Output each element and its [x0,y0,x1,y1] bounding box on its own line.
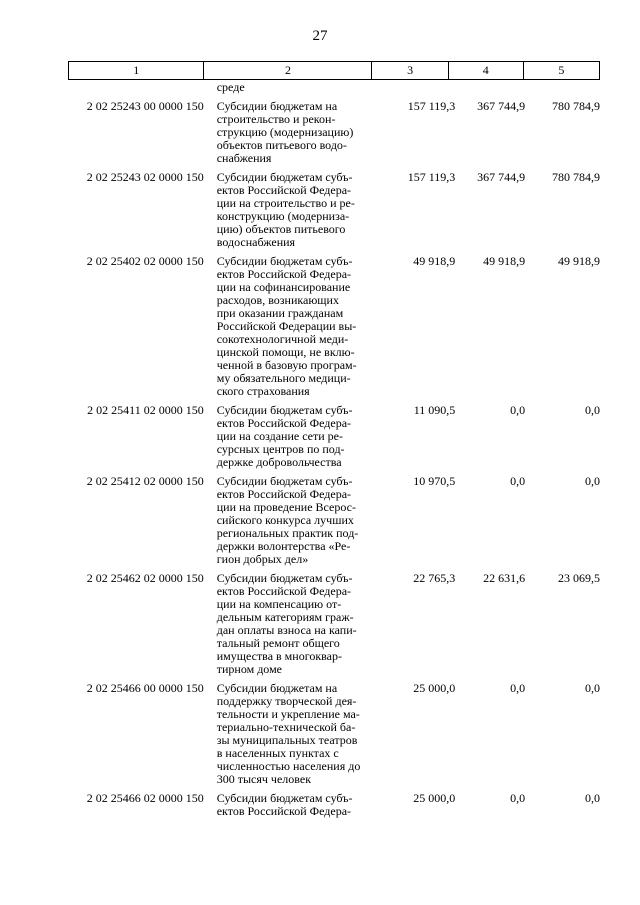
subsidy-name-line: ции на софинансирование [216,280,351,294]
table-row [68,171,600,249]
subsidy-name [217,572,374,676]
subsidy-name [217,682,374,786]
subsidy-name-line: ектов Российской Федера- [216,183,352,197]
subsidy-name-line: ции на строительство и ре- [216,196,355,210]
subsidy-name-line: тельности и укрепление ма- [216,707,360,721]
subsidy-name-line: цию) объектов питьевого [216,222,346,236]
subsidy-name-line: 300 тысяч человек [216,772,312,786]
table-row [68,404,600,469]
subsidy-name [217,100,374,165]
value-col-5: 0,0 [585,681,600,695]
value-col-4: 0,0 [510,403,526,417]
subsidy-name-line: струкцию (модернизацию) [216,125,354,139]
table-body [68,81,600,818]
value-col-4: 0,0 [510,791,526,805]
value-col-3: 10 970,5 [413,474,456,488]
value-col-4: 367 744,9 [477,99,526,113]
value-col-5: 0,0 [585,474,600,488]
subsidy-name-line: дельным категориям граж- [216,610,354,624]
value-col-3: 25 000,0 [413,791,456,805]
subsidy-name [217,792,374,818]
budget-code: 2 02 25243 00 0000 150 [86,99,204,113]
value-col-5: 49 918,9 [558,254,600,268]
subsidy-name-line: в населенных пунктах с [216,746,339,760]
subsidy-name-line: ции на создание сети ре- [216,429,343,443]
subsidy-name-line: Субсидии бюджетам на [216,99,338,113]
budget-code: 2 02 25402 02 0000 150 [86,254,204,268]
budget-code: 2 02 25462 02 0000 150 [86,571,204,585]
subsidy-name-line: снабжения [216,151,272,165]
subsidy-name-line: расходов, возникающих [216,293,339,307]
subsidy-name-line: при оказании гражданам [216,306,344,320]
budget-code: 2 02 25411 02 0000 150 [87,403,204,417]
value-col-4: 49 918,9 [483,254,526,268]
value-col-3: 157 119,3 [407,99,456,113]
subsidy-name [217,81,374,94]
table-row [68,682,600,786]
subsidy-name-line: дан оплаты взноса на капи- [216,623,357,637]
subsidy-name-line: Российской Федерации вы- [216,319,357,333]
budget-code: 2 02 25412 02 0000 150 [86,474,204,488]
value-col-5 [525,81,600,94]
subsidy-name [217,475,374,566]
subsidy-name-line: тирном доме [216,662,282,676]
budget-code: 2 02 25243 02 0000 150 [86,170,204,184]
value-col-3: 157 119,3 [407,170,456,184]
subsidy-name-line: цинской помощи, не вклю- [216,345,355,359]
table-row [68,100,600,165]
value-col-5: 23 069,5 [558,571,600,585]
subsidy-name-line: тальный ремонт общего [216,636,340,650]
value-col-3: 22 765,3 [413,571,456,585]
subsidy-name-line: сурсных центров по под- [216,442,345,456]
header-col-3: 3 [372,62,448,80]
subsidy-name-line: ектов Российской Федера- [216,267,352,281]
table-row [68,572,600,676]
subsidy-name-line: водоснабжения [216,235,296,249]
page-number: 27 [312,28,328,44]
budget-code [68,81,204,94]
subsidy-name-line: сийского конкурса лучших [216,513,354,527]
value-col-3: 25 000,0 [413,681,456,695]
subsidy-name-line: му обязательного медици- [216,371,351,385]
subsidy-name-line: ции на проведение Всерос- [216,500,356,514]
value-col-3 [373,81,455,94]
subsidy-name-line: сокотехнологичной меди- [216,332,349,346]
subsidy-name-line: строительство и рекон- [216,112,336,126]
value-col-5: 0,0 [585,403,600,417]
header-col-5: 5 [523,62,599,80]
value-col-4: 0,0 [510,681,526,695]
value-col-5: 780 784,9 [552,170,600,184]
subsidy-name-line: ектов Российской Федера- [216,804,352,818]
value-col-5: 780 784,9 [552,99,600,113]
table-row [68,475,600,566]
subsidy-name-line: поддержку творческой дея- [216,694,357,708]
table-row [68,255,600,398]
value-col-4: 367 744,9 [477,170,526,184]
subsidy-name-line: конструкцию (модерниза- [216,209,350,223]
subsidy-name-line: гион добрых дел» [216,552,309,566]
subsidy-name-line: Субсидии бюджетам субъ- [216,791,353,805]
table-header [68,61,600,80]
subsidy-name-line: держке добровольчества [216,455,342,469]
subsidy-name-line: Субсидии бюджетам субъ- [216,170,353,184]
subsidy-name-line: ектов Российской Федера- [216,584,352,598]
header-col-4: 4 [448,62,523,80]
subsidy-name-line: Субсидии бюджетам на [216,681,338,695]
budget-code: 2 02 25466 02 0000 150 [86,791,204,805]
value-col-3: 11 090,5 [413,403,456,417]
subsidy-name-line: зы муниципальных театров [216,733,358,747]
subsidy-name-line: ского страхования [216,384,310,398]
subsidy-name-line: ектов Российской Федера- [216,416,352,430]
subsidy-name-line: численностью населения до [216,759,361,773]
subsidy-name-line: среде [216,80,245,94]
subsidy-name-line: ектов Российской Федера- [216,487,352,501]
value-col-4 [455,81,525,94]
subsidy-name [217,171,374,249]
subsidy-name-line: Субсидии бюджетам субъ- [216,403,353,417]
subsidy-name-line: держки волонтерства «Ре- [216,539,351,553]
value-col-3: 49 918,9 [413,254,456,268]
budget-code: 2 02 25466 00 0000 150 [86,681,204,695]
subsidy-name-line: териально-технической ба- [216,720,356,734]
subsidy-name [217,255,374,398]
header-col-2: 2 [204,62,372,80]
subsidy-name-line: объектов питьевого водо- [216,138,347,152]
header-col-1: 1 [69,62,204,80]
subsidy-name-line: ченной в базовую програм- [216,358,357,372]
subsidy-name-line: Субсидии бюджетам субъ- [216,571,353,585]
value-col-5: 0,0 [585,791,600,805]
subsidy-name-line: Субсидии бюджетам субъ- [216,254,353,268]
table-row [68,792,600,818]
subsidy-name-line: имущества в многоквар- [216,649,342,663]
value-col-4: 0,0 [510,474,526,488]
subsidy-name-line: Субсидии бюджетам субъ- [216,474,353,488]
subsidy-name [217,404,374,469]
value-col-4: 22 631,6 [483,571,526,585]
subsidy-name-line: ции на компенсацию от- [216,597,342,611]
subsidy-name-line: региональных практик под- [216,526,359,540]
table-row [68,81,600,94]
